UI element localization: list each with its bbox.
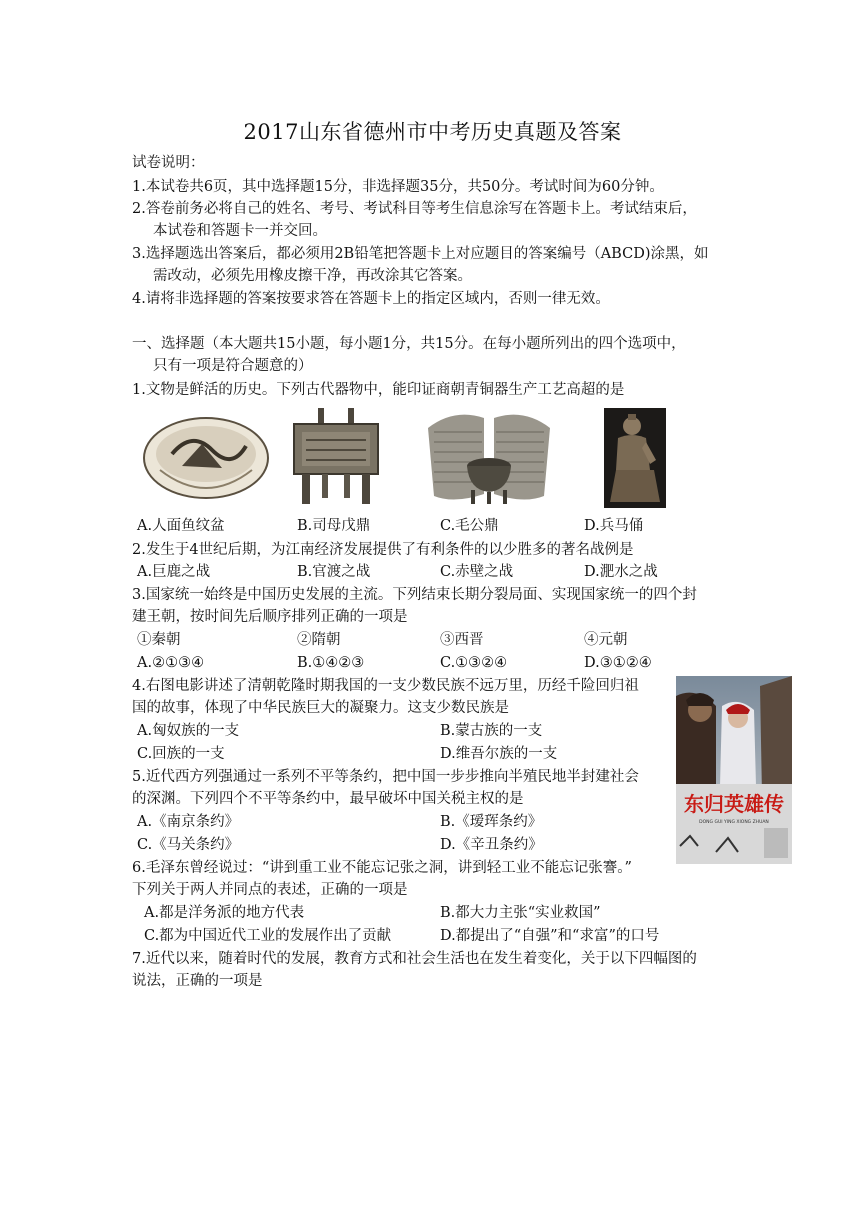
q4-option-a[interactable]: A.匈奴族的一支 [137,723,240,739]
question-4-stem: 4.右图电影讲述了清朝乾隆时期我国的一支少数民族不远万里，历经千险回归祖 [132,678,639,694]
instruction-line: 4.请将非选择题的答案按要求答在答题卡上的指定区域内，否则一律无效。 [132,291,610,307]
q4-option-b[interactable]: B.蒙古族的一支 [440,723,543,739]
section-heading-cont: 只有一项是符合题意的） [153,358,313,374]
terracotta-warrior-image [604,408,666,508]
painted-pottery-basin-image [142,410,270,506]
question-4-stem-cont: 国的故事，体现了中华民族巨大的凝聚力。这支少数民族是 [132,700,509,716]
question-1-stem: 1.文物是鲜活的历史。下列古代器物中，能印证商朝青铜器生产工艺高超的是 [132,382,625,398]
poster-subtitle: DONG GUI YING XIONG ZHUAN [699,820,769,825]
question-7-stem-cont: 说法，正确的一项是 [132,973,263,989]
q6-option-b[interactable]: B.都大力主张“实业救国” [440,905,601,921]
question-6-stem-cont: 下列关于两人并同点的表述，正确的一项是 [132,882,408,898]
q2-option-b[interactable]: B.官渡之战 [297,564,371,580]
movie-poster-image [676,676,792,864]
section-heading: 一、选择题（本大题共15小题，每小题1分，共15分。在每小题所列出的四个选项中， [132,336,686,352]
instruction-line: 2.答卷前务必将自己的姓名、考号、考试科目等考生信息涂写在答题卡上。考试结束后， [132,201,697,217]
simuwu-ding-image [288,406,384,506]
q1-option-b[interactable]: B.司母戊鼎 [297,518,371,534]
maogong-ding-image [424,408,554,508]
q3-item-3: ③西晋 [440,632,484,648]
instruction-line: 本试卷和答题卡一并交回。 [153,223,327,239]
poster-title: 东归英雄传 [684,792,784,816]
q1-option-c[interactable]: C.毛公鼎 [440,518,499,534]
q1-option-d[interactable]: D.兵马俑 [584,518,644,534]
q3-item-2: ②隋朝 [297,632,341,648]
q2-option-d[interactable]: D.淝水之战 [584,564,658,580]
question-3-stem: 3.国家统一始终是中国历史发展的主流。下列结束长期分裂局面、实现国家统一的四个封 [132,587,697,603]
q4-option-d[interactable]: D.维吾尔族的一支 [440,746,558,762]
q3-option-c[interactable]: C.①③②④ [440,655,508,671]
q4-option-c[interactable]: C.回族的一支 [137,746,225,762]
question-2-stem: 2.发生于4世纪后期，为江南经济发展提供了有利条件的以少胜多的著名战例是 [132,542,634,558]
q3-option-a[interactable]: A.②①③④ [137,655,205,671]
q3-item-4: ④元朝 [584,632,628,648]
q2-option-c[interactable]: C.赤壁之战 [440,564,514,580]
q3-item-1: ①秦朝 [137,632,181,648]
q3-option-d[interactable]: D.③①②④ [584,655,652,671]
q5-option-c[interactable]: C.《马关条约》 [137,837,240,853]
q3-option-b[interactable]: B.①④②③ [297,655,365,671]
q5-option-d[interactable]: D.《辛丑条约》 [440,837,543,853]
instruction-line: 需改动，必须先用橡皮擦干净，再改涂其它答案。 [153,268,472,284]
question-5-stem-cont: 的深渊。下列四个不平等条约中，最早破坏中国关税主权的是 [132,791,524,807]
instruction-line: 1.本试卷共6页，其中选择题15分，非选择题35分，共50分。考试时间为60分钟。 [132,179,664,195]
page-title: 2017山东省德州市中考历史真题及答案 [243,120,622,144]
q2-option-a[interactable]: A.巨鹿之战 [137,564,211,580]
q5-option-a[interactable]: A.《南京条约》 [137,814,240,830]
question-3-stem-cont: 建王朝，按时间先后顺序排列正确的一项是 [132,609,408,625]
instruction-line: 3.选择题选出答案后，都必须用2B铅笔把答题卡上对应题目的答案编号（ABCD)涂黑，如 [132,246,709,262]
instructions-heading: 试卷说明： [132,155,205,171]
q5-option-b[interactable]: B.《瑷珲条约》 [440,814,543,830]
q6-option-c[interactable]: C.都为中国近代工业的发展作出了贡献 [144,928,392,944]
q6-option-d[interactable]: D.都提出了“自强”和“求富”的口号 [440,928,660,944]
question-6-stem: 6.毛泽东曾经说过：“讲到重工业不能忘记张之洞，讲到轻工业不能忘记张謇。” [132,860,632,876]
q1-option-a[interactable]: A.人面鱼纹盆 [137,518,225,534]
question-7-stem: 7.近代以来，随着时代的发展，教育方式和社会生活也在发生着变化，关于以下四幅图的 [132,951,697,967]
q6-option-a[interactable]: A.都是洋务派的地方代表 [144,905,305,921]
question-5-stem: 5.近代西方列强通过一系列不平等条约，把中国一步步推向半殖民地半封建社会 [132,769,639,785]
